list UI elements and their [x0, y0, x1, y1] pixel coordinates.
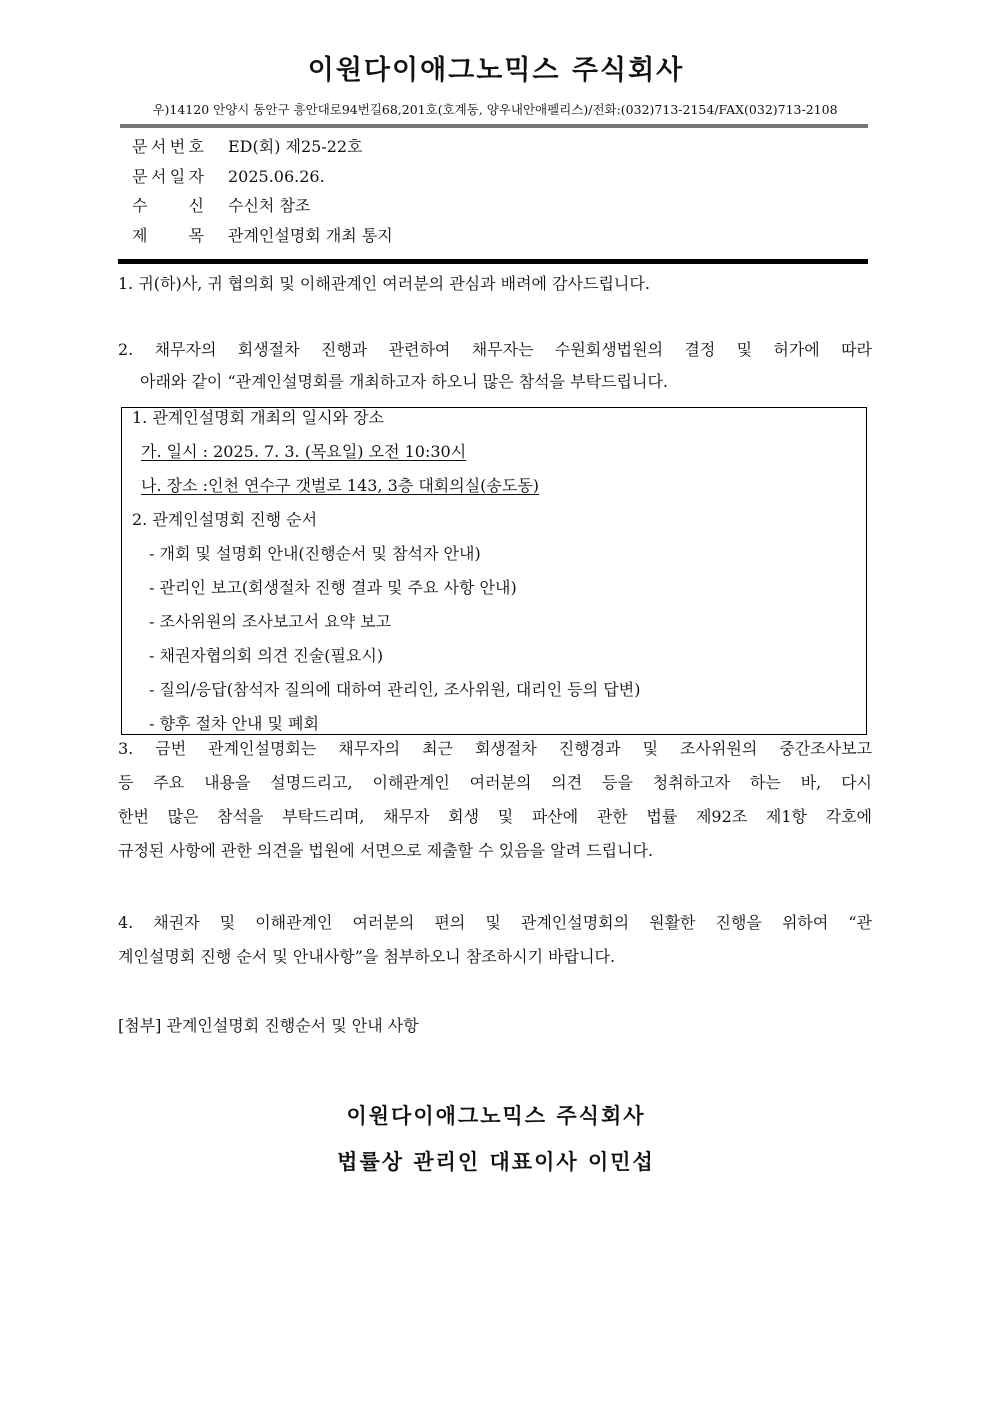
meta-label: 문 서 일 자	[132, 166, 204, 186]
agenda-step: - 개회 및 설명회 안내(진행순서 및 참석자 안내)	[149, 544, 481, 563]
box-heading-1: 1. 관계인설명회 개최의 일시와 장소	[132, 408, 384, 427]
meta-label: 문 서 번 호	[132, 137, 204, 156]
agenda-step: - 조사위원의 조사보고서 요약 보고	[149, 612, 392, 631]
document-meta	[132, 132, 393, 250]
meta-row-recipient	[132, 191, 393, 221]
agenda-step: - 향후 절차 안내 및 폐회	[149, 714, 319, 733]
box-heading-2: 2. 관계인설명회 진행 순서	[132, 510, 318, 529]
meeting-info-box	[121, 407, 867, 735]
meta-label: 수 신	[132, 196, 204, 215]
meta-row-doc-number	[132, 132, 393, 162]
meeting-place: 나. 장소 :인천 연수구 갯벌로 143, 3층 대회의실(송도동)	[141, 476, 540, 495]
paragraph-3: 3. 금번 관계인설명회는 채무자의 최근 회생절차 진행경과 및 조사위원의 중간조사보고 등 주요 내용을 설명드리고, 이해관계인 여러분의 의견 등을 청취하고자 하는 바, 다시 한번 많은 참석을 부탁드리며, 채무자 회생 및 파산에 관한 법률 제92조 제1항 각호에 규정된 사항에 관한 의견을 법원에 서면으로 제출할 수 있음을 알려 드립니다.	[118, 739, 872, 860]
doc-number: ED(회) 제25-22호	[228, 137, 363, 156]
paragraph-2: 2. 채무자의 회생절차 진행과 관련하여 채무자는 수원회생법원의 결정 및 허가에 따라 아래와 같이 “관계인설명회를 개최하고자 하오니 많은 참석을 부탁드립니다.	[118, 340, 872, 391]
agenda-step: - 질의/응답(참석자 질의에 대하여 관리인, 조사위원, 대리인 등의 답변)	[149, 680, 641, 699]
agenda-step: - 채권자협의회 의견 진술(필요시)	[149, 646, 384, 665]
paragraph-4: 4. 채권자 및 이해관계인 여러분의 편의 및 관계인설명회의 원활한 진행을 위하여 “관 계인설명회 진행 순서 및 안내사항”을 첨부하오니 참조하시기 바랍니다.	[118, 913, 872, 966]
attachment-note: [첨부] 관계인설명회 진행순서 및 안내 사항	[118, 1016, 419, 1035]
footer-signatory: 법률상 관리인 대표이사 이민섭	[337, 1149, 655, 1174]
subject: 관계인설명회 개최 통지	[228, 225, 393, 245]
meta-divider	[118, 259, 868, 264]
meeting-date: 가. 일시 : 2025. 7. 3. (목요일) 오전 10:30시	[141, 442, 467, 461]
paragraph-1: 1. 귀(하)사, 귀 협의회 및 이해관계인 여러분의 관심과 배려에 감사드립니다.	[118, 274, 650, 293]
company-address: 우)14120 안양시 동안구 흥안대로94번길68,201호(호계동, 양우내안애펠리스)/전화:(032)713-2154/FAX(032)713-2108	[152, 102, 838, 117]
meta-row-subject	[132, 221, 393, 251]
agenda-step: - 관리인 보고(회생절차 진행 결과 및 주요 사항 안내)	[149, 578, 517, 597]
header-divider	[120, 124, 868, 128]
footer-company-name: 이원다이애그노믹스 주식회사	[346, 1103, 646, 1128]
meta-row-doc-date	[132, 162, 393, 192]
recipient: 수신처 참조	[228, 196, 311, 215]
doc-date: 2025.06.26.	[228, 166, 325, 186]
company-title: 이원다이애그노믹스 주식회사	[307, 55, 685, 86]
meta-label: 제 목	[132, 225, 204, 245]
